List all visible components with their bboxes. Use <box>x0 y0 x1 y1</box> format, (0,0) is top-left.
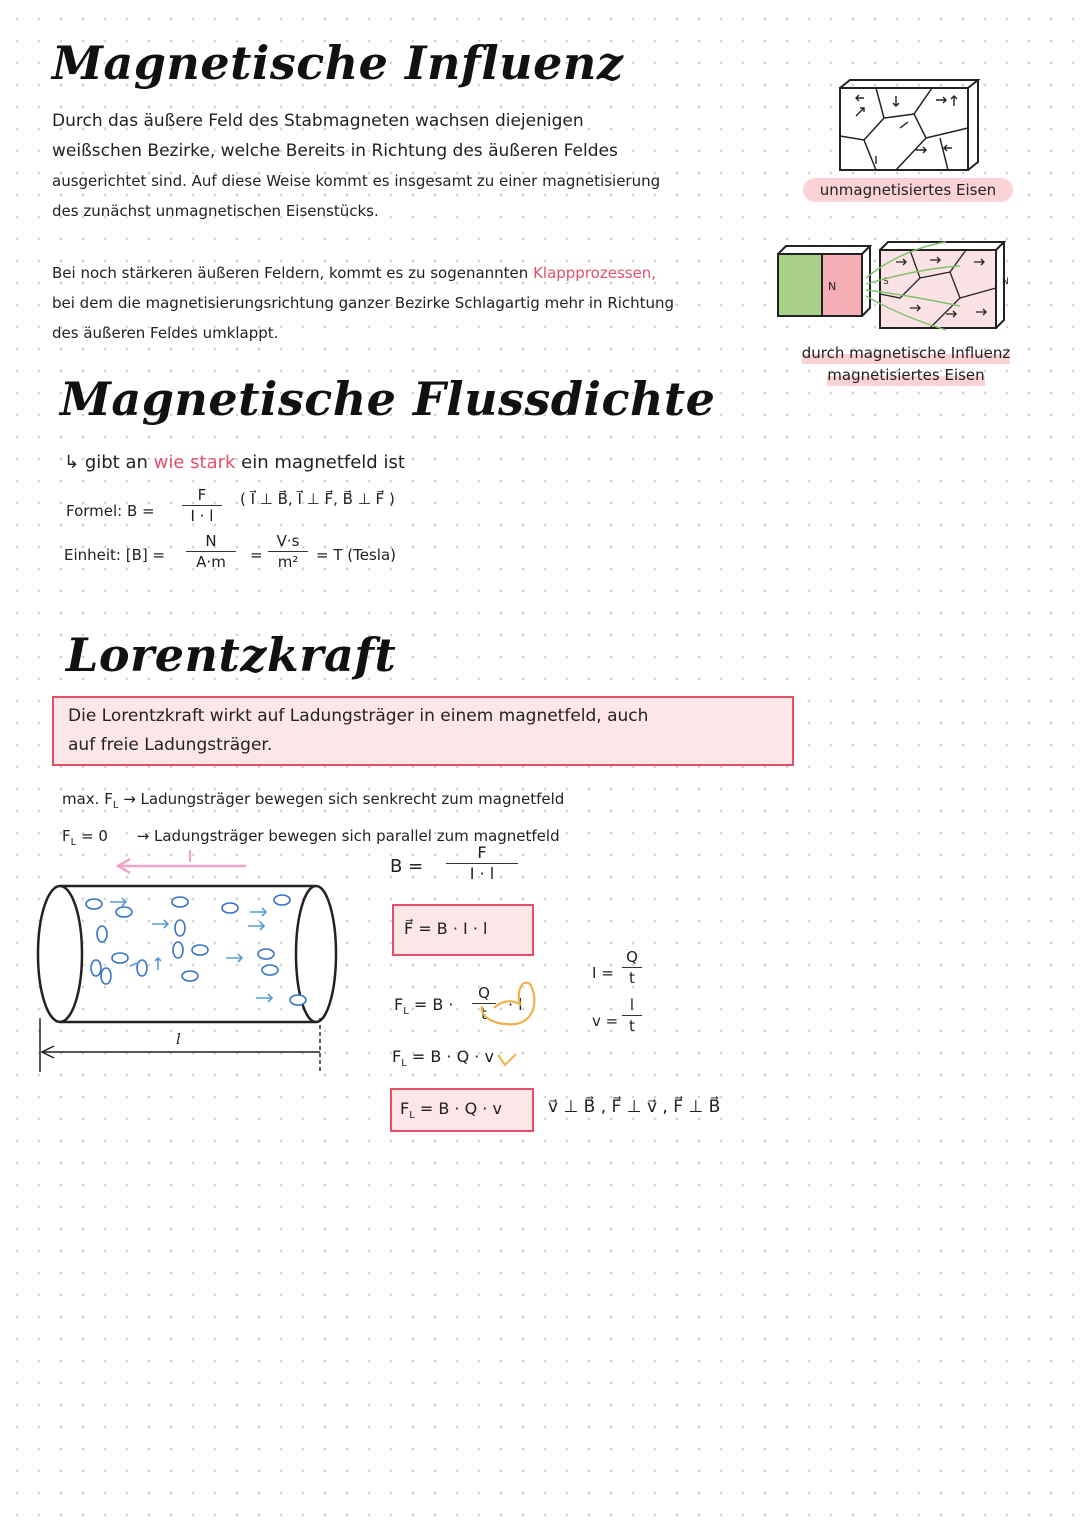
side-v-lhs: v = <box>592 1012 619 1030</box>
influenz-p1-line: weißschen Bezirke, welche Bereits in Richtung des äußeren Feldes <box>52 141 618 161</box>
side-i-lhs: I = <box>592 964 614 982</box>
eq3: $F_L = B$ · <box>394 995 454 1018</box>
eq2: F⃗ = B · I · l <box>404 919 488 938</box>
influenz-p2-line: bei dem die magnetisierungsrichtung ganzer Bezirke Schlagartig mehr in Richtung <box>52 294 675 312</box>
flussdichte-intro: ↳ gibt an wie stark ein magnetfeld ist <box>64 452 405 473</box>
einheit-result: = T (Tesla) <box>316 546 396 564</box>
definition-line: auf freie Ladungsträger. <box>68 735 273 755</box>
einheit-equals: = <box>250 546 263 564</box>
einheit-fraction-1: N A·m <box>186 532 236 571</box>
title-lorentzkraft: Lorentzkraft <box>66 628 397 682</box>
wie-stark-highlight: wie stark <box>153 452 236 473</box>
eq4: $F_L = B \cdot Q \cdot v$ <box>392 1047 494 1070</box>
hook-arrow-icon: ↳ <box>64 452 80 473</box>
title-influenz: Magnetische Influenz <box>52 36 624 90</box>
lorentz-definition-box <box>52 696 794 766</box>
eq1-fraction: F I · l <box>446 844 518 883</box>
eq2-box <box>392 904 534 956</box>
definition-line: Die Lorentzkraft wirkt auf Ladungsträger in einem magnetfeld, auch <box>68 706 649 726</box>
formel-fraction: F I · l <box>182 486 222 525</box>
formel-conditions: ( I⃗ ⊥ B⃗, I⃗ ⊥ F⃗, B⃗ ⊥ F⃗ ) <box>240 490 395 508</box>
influenz-p1-line: des zunächst unmagnetischen Eisenstücks. <box>52 202 379 220</box>
influenz-p2-line: Bei noch stärkeren äußeren Feldern, kommt es zu sogenannten Klappprozessen, <box>52 264 657 282</box>
influenz-paragraph-1 <box>52 106 792 226</box>
magnet-n-label: N <box>828 280 837 293</box>
side-v-fraction: l t <box>622 996 642 1035</box>
eq5: $F_L = B \cdot Q \cdot v$ <box>400 1099 502 1122</box>
eq5-conditions: v⃗ ⊥ B⃗ , F⃗ ⊥ v⃗ , F⃗ ⊥ B⃗ <box>548 1097 721 1117</box>
influenz-paragraph-2 <box>52 258 792 348</box>
eq1-lhs: B = <box>390 856 424 877</box>
check-mark-icon <box>496 1052 518 1068</box>
influenz-p2-line: des äußeren Feldes umklappt. <box>52 324 279 342</box>
conductor-wire-sketch <box>30 840 350 1080</box>
einheit-label: Einheit: [B] = <box>64 546 166 564</box>
case-zero: $F_L = 0$ → Ladungsträger bewegen sich parallel zum magnetfeld <box>62 827 560 848</box>
formel-label: Formel: B = <box>66 502 155 520</box>
einheit-fraction-2: V·s m² <box>268 532 308 571</box>
title-flussdichte: Magnetische Flussdichte <box>60 372 716 426</box>
wire-length-label: l <box>176 1030 181 1048</box>
iron-s-label: S <box>883 277 889 287</box>
case-max: max. $F_L$ → Ladungsträger bewegen sich senkrecht zum magnetfeld <box>62 790 565 811</box>
unmagnetized-iron-sketch <box>836 78 980 174</box>
eq5-box <box>390 1088 534 1132</box>
magnetized-iron-sketch <box>770 238 1010 338</box>
label-magnetized-iron: durch magnetische Influenz magnetisiertes Eisen <box>801 344 1011 384</box>
influenz-p1-line: Durch das äußere Feld des Stabmagneten wachsen diejenigen <box>52 111 584 131</box>
eq3-fraction: Q t <box>472 984 496 1023</box>
klappprozessen-highlight: Klappprozessen, <box>533 264 657 282</box>
influenz-p1-line: ausgerichtet sind. Auf diese Weise kommt es insgesamt zu einer magnetisierung <box>52 172 661 190</box>
cancel-circle-mark <box>476 978 546 1032</box>
side-i-fraction: Q t <box>622 948 642 987</box>
label-unmagnetized-iron: unmagnetisiertes Eisen <box>803 178 1013 202</box>
eq3-tail: · l <box>508 995 523 1014</box>
iron-n-label: N <box>1002 277 1009 287</box>
